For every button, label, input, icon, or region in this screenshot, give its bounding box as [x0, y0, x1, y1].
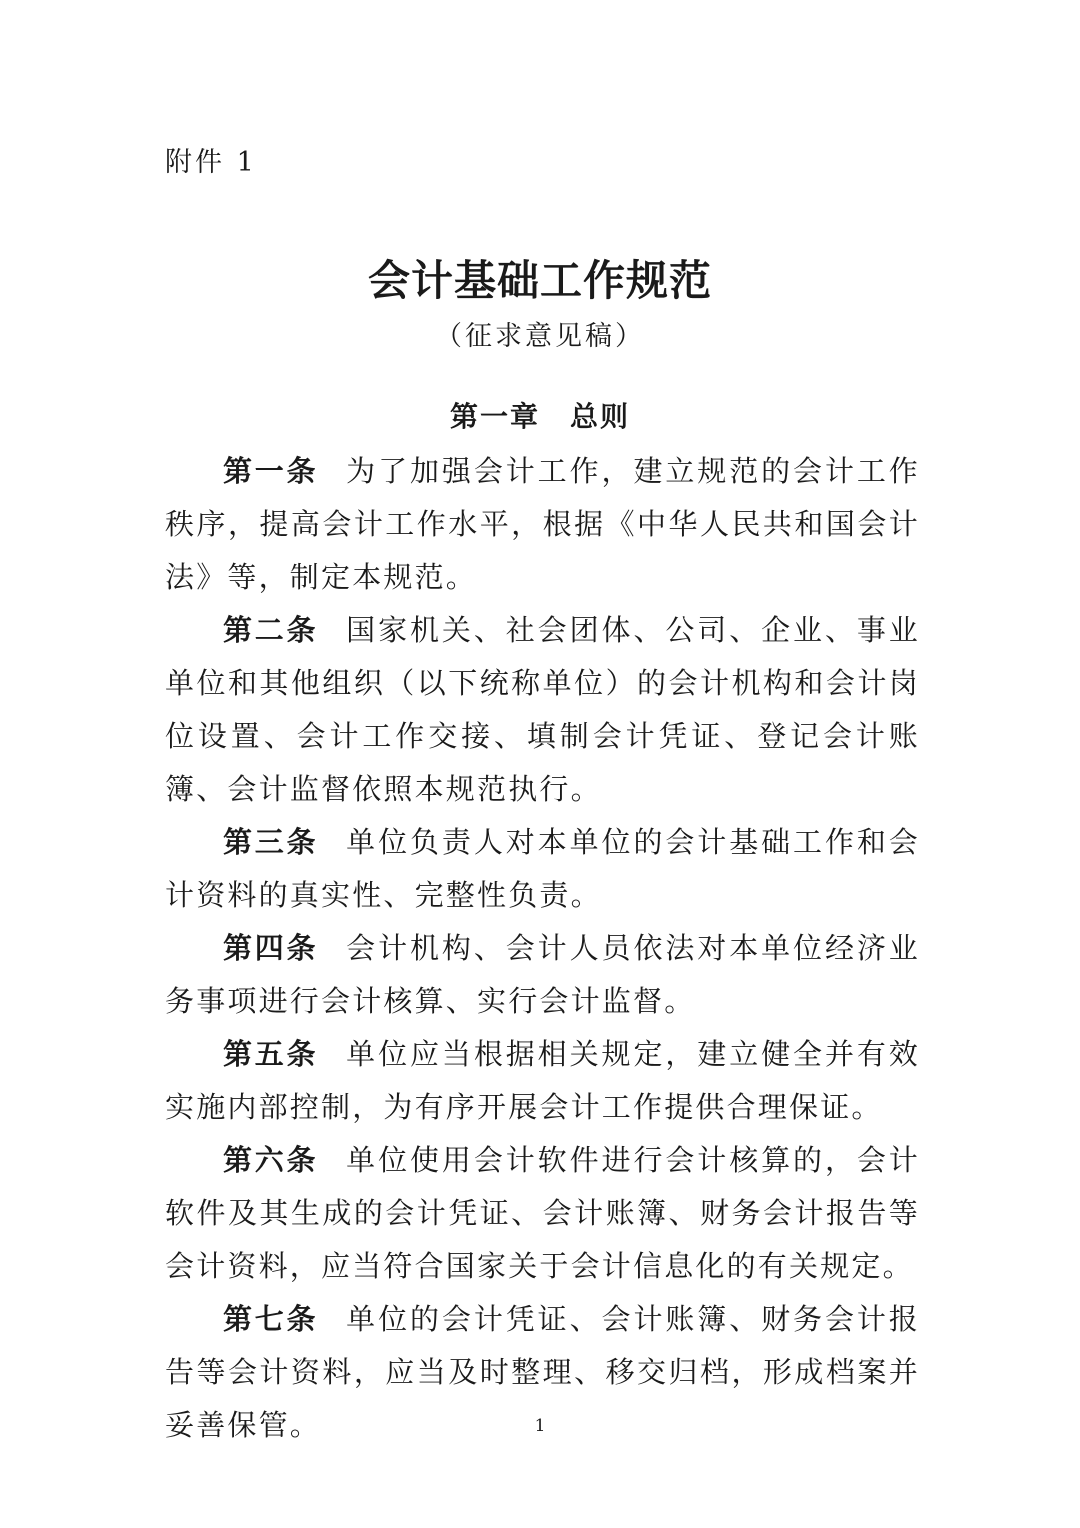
article-number: 第四条	[223, 931, 319, 965]
page-number: 1	[534, 1416, 546, 1436]
articles-section	[165, 445, 920, 1452]
article-3	[165, 816, 920, 922]
article-4	[165, 922, 920, 1028]
article-number: 第二条	[223, 613, 319, 647]
article-5	[165, 1028, 920, 1134]
article-number: 第五条	[223, 1037, 319, 1071]
article-text: 单位应当根据相关规定，建立健全并有效实施内部控制，为有序开展会计工作提供合理保证。	[165, 1037, 920, 1124]
article-number: 第六条	[223, 1143, 319, 1177]
attachment-label: 附件 1	[165, 147, 257, 178]
article-2	[165, 604, 920, 816]
document-subtitle: （征求意见稿）	[435, 321, 645, 352]
document-title: 会计基础工作规范	[367, 256, 712, 305]
article-number: 第一条	[223, 454, 319, 488]
chapter-name: 总则	[570, 400, 631, 433]
chapter-heading	[0, 395, 1080, 435]
article-1	[165, 445, 920, 604]
article-number: 第七条	[223, 1302, 319, 1336]
article-text: 单位的会计凭证、会计账簿、财务会计报告等会计资料，应当及时整理、移交归档，形成档案并妥善保管。	[165, 1302, 920, 1442]
article-text: 国家机关、社会团体、公司、企业、事业单位和其他组织（以下统称单位）的会计机构和会计岗位设置、会计工作交接、填制会计凭证、登记会计账簿、会计监督依照本规范执行。	[165, 613, 920, 806]
article-text: 单位负责人对本单位的会计基础工作和会计资料的真实性、完整性负责。	[165, 825, 920, 912]
article-6	[165, 1134, 920, 1293]
article-text: 为了加强会计工作，建立规范的会计工作秩序，提高会计工作水平，根据《中华人民共和国会计法》等，制定本规范。	[165, 454, 920, 594]
article-text: 会计机构、会计人员依法对本单位经济业务事项进行会计核算、实行会计监督。	[165, 931, 920, 1018]
chapter-number: 第一章	[449, 400, 540, 433]
article-text: 单位使用会计软件进行会计核算的，会计软件及其生成的会计凭证、会计账簿、财务会计报告等会计资料，应当符合国家关于会计信息化的有关规定。	[165, 1143, 920, 1283]
article-number: 第三条	[223, 825, 319, 859]
